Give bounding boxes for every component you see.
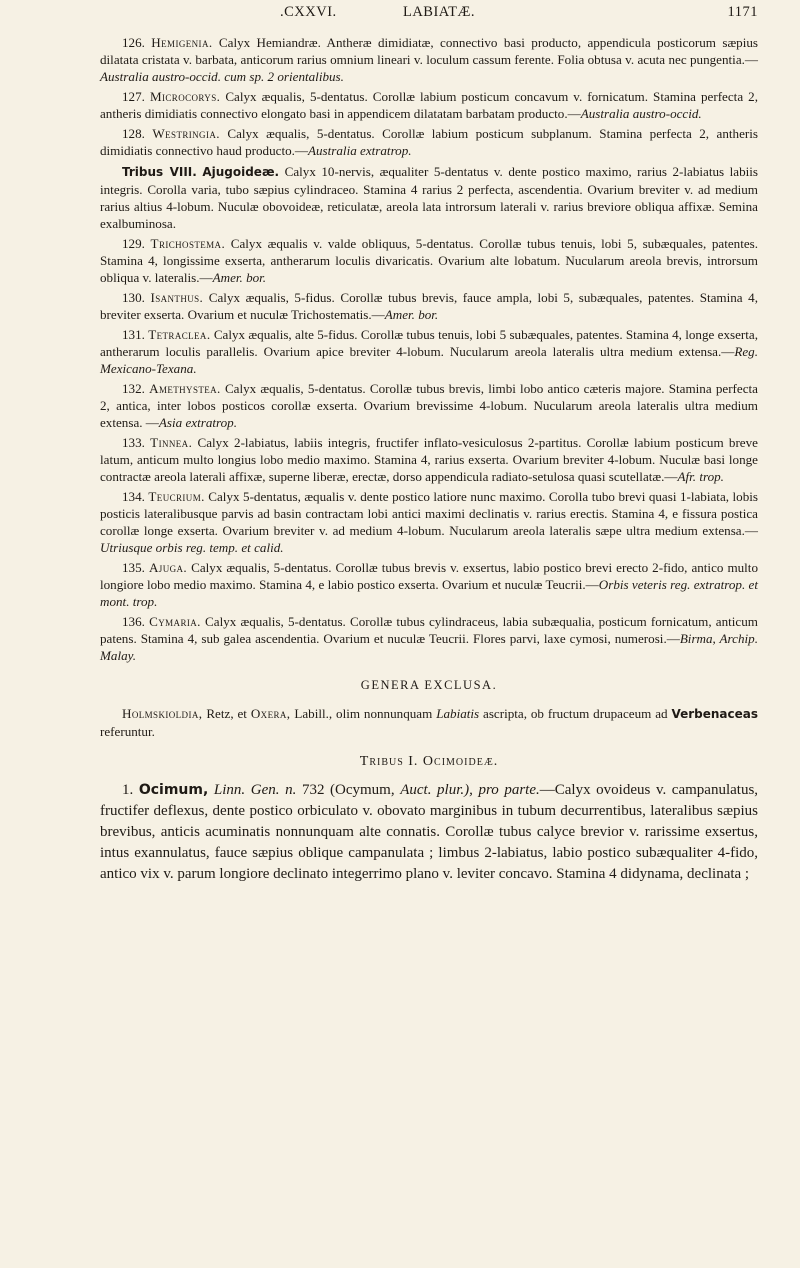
running-head [100,0,758,34]
genus-entry [100,34,758,85]
excluded-genus: Holmskioldia, [122,706,203,721]
authority: Linn. Gen. n. [213,782,297,798]
entry-number: 126. [122,35,145,50]
entry-text: Calyx Hemiandræ. Antheræ dimidiatæ, connectivo basi producto, appendicula posticorum sæpius dilatata cristata v. barbata, anticorum rarius omnium lineari v. loculum cassum ferente. Folia obtusa v. acuta nec pungentia.— [100,35,759,67]
genus-name: Westringia. [152,126,220,141]
genus-number: 732 [301,782,325,798]
entry-text: Calyx æqualis, alte 5-fidus. Corollæ tubus tenuis, lobi 5 subæquales, patentes. Stamina 4, longe exserta, antherarum loculis parallelis. Ovarium apice breviter 4-lobum. Nucularum areola lateralis ultra medium extensa.— [100,327,758,359]
entry-text: Calyx æqualis, 5-fidus. Corollæ tubus brevis, fauce ampla, lobi 5, subæquales, patentes. Stamina 4, breviter exserta. Ovarium et nuculæ Trichostematis.— [100,290,758,322]
distribution: Australia austro-occid. [580,106,702,121]
genus-entry [100,380,758,431]
page-number: 1171 [727,4,759,20]
entry-number: 130. [122,290,145,305]
entry-number: 135. [122,560,145,575]
entry-text: Calyx 2-labiatus, labiis integris, fructifer inflato-vesiculosus 2-partitus. Corollæ labium posticum breve latum, anticum multo longius lobo medio maximo. Stamina 4, rarius exserta. Ovarium breviter 4-lobum. Nuculæ basi longe contractæ areola laterali affixæ, superne liberæ, erectæ, dorso appendicula radiato-setulosa quasi scutellatæ.— [100,435,758,484]
entry-number: 129. [122,236,145,251]
genus-name: Ocimum, [138,782,209,798]
entry-number: 132. [122,381,145,396]
entry-text: Calyx æqualis, 5-dentatus. Corollæ tubus brevis v. exsertus, labio postico brevi erecto 2-fido, antico multo longiore lobo medio maximo. Stamina 4, e labio postico exserta. Ovarium et nuculæ Teucrii.— [100,560,758,592]
section-number: .CXXVI. [280,4,337,20]
tribe-name: Ajugoideæ. [202,165,280,179]
entry-text: —Calyx ovoideus v. campanulatus, fructifer deflexus, dente postico orbiculato v. obovato marginibus in tubum decurrentibus, lateralibus sæpius brevibus, anticis acuminatis nonnunquam alte connatis. Corollæ tubus calyce brevior v. rarissime exsertus, intus exannulatus, fauce sæpius oblique campanulata ; limbus 2-labiatus, labio postico subæqualiter 4-fido, antico vix v. parum longiore declinato integerrimo plano v. leviter concavo. Stamina 4 didynama, declinata ; [100,782,759,882]
excluded-text: referuntur. [100,724,155,739]
excluded-text: Labill., olim nonnunquam [294,706,433,721]
entry-number: 136. [122,614,145,629]
family-ref: Labiatis [436,706,480,721]
genus-entry [100,613,758,664]
excluded-text: Retz, et [206,706,247,721]
entry-text: Calyx æqualis, 5-dentatus. Corollæ tubus cylindraceus, labia subæqualia, posticum fornicatum, anticum patens. Stamina 4, sub galea ascendentia. Ovarium et nuculæ Teucrii. Flores parvi, laxe cymosi, numerosi.— [100,614,758,646]
distribution: Orbis veteris reg. extratrop. et mont. trop. [100,577,758,609]
excluded-genus: Oxera, [250,706,291,721]
genus-name: Teucrium. [148,489,205,504]
genus-entry [100,88,758,122]
distribution: Birma, Archip. Malay. [100,631,758,663]
genus-entry-ocimum [100,780,758,885]
entry-text: Calyx æqualis, 5-dentatus. Corollæ tubus brevis, limbi lobo antico cæteris majore. Stamina perfecta 2, antica, inter lobos posticos corollæ exserta. Ovarium brevissime 4-lobum. Nucularum areola lateralis ultra medium extensa. — [100,381,758,430]
entry-text: Calyx æqualis v. valde obliquus, 5-dentatus. Corollæ tubus tenuis, lobi 5, subæquales, patentes. Stamina 4, longissime exserta, antherarum loculis divaricatis. Ovarium alte lobatum. Nucularum areola brevis, introrsum obliqua v. lateralis.— [100,236,759,285]
entry-number: 134. [122,489,145,504]
genus-entry [100,559,758,610]
distribution: Asia extratrop. [158,415,237,430]
genus-entry [100,326,758,377]
entry-number: 133. [122,435,145,450]
family-name: LABIATÆ. [402,4,476,20]
entry-text: Calyx æqualis, 5-dentatus. Corollæ labium posticum concavum v. fornicatum. Stamina perfecta 2, antheris dimidiatis connectivo elongato basi in appendicem dilatatam barbatam producto.— [100,89,758,121]
entry-number: 1. [122,782,134,798]
tribe-text: Calyx 10-nervis, æqualiter 5-dentatus v. dente postico maximo, rarius 2-labiatus labiis integris. Corolla varia, tubo sæpius cylindraceo. Stamina 4 rarius 2 perfecta, ascendentia. Ovarium breviter v. ad medium rarius altius 4-lobum. Nuculæ obovoideæ, reticulatæ, areola lata introrsum laterali v. rarius breviore obliqua affixæ. Semina exalbuminosa. [100,164,758,231]
entry-text: Calyx 5-dentatus, æqualis v. dente postico latiore nunc maximo. Corolla tubo brevi quasi 1-labiata, lobis posticis lateralibusque parvis ad basin contractam lobi antici maximi declinatis v. rarius erectis. Stamina 4, e fissura postica corollæ longe exserta. Ovarium breviter v. ad medium 4-lobum. Nucularum areola lateralis sæpe ultra medium extensa.— [100,489,758,538]
entry-number: 127. [122,89,145,104]
genus-entry [100,488,758,556]
distribution: Utriusque orbis reg. temp. et calid. [100,540,284,555]
genus-name: Tinnea. [150,435,193,450]
genus-name: Microcorys. [149,89,221,104]
entry-number: 128. [122,126,145,141]
distribution: Australia austro-occid. cum sp. 2 orientalibus. [100,69,344,84]
genus-name: Amethystea. [149,381,221,396]
entry-text: Calyx æqualis, 5-dentatus. Corollæ labium posticum subplanum. Stamina perfecta 2, antheris dimidiatis connectivo haud producto.— [100,126,758,158]
genus-entry [100,125,758,159]
genus-entry [100,235,758,286]
genus-name: Trichostema. [150,236,226,251]
genus-name: Cymaria. [149,614,201,629]
genus-name: Hemigenia. [151,35,213,50]
pro-parte: pro parte. [478,782,540,798]
genus-entry [100,434,758,485]
distribution: Amer. bor. [212,270,267,285]
distribution: Australia extratrop. [308,143,412,158]
excluded-text: ascripta, ob fructum drupaceum ad [483,706,668,721]
distribution: Afr. trop. [677,469,724,484]
entry-number: 131. [122,327,145,342]
genera-exclusa-text [100,705,758,740]
genus-name: Tetraclea. [148,327,211,342]
distribution: Reg. Mexicano-Texana. [100,344,758,376]
genus-name: Isanthus. [150,290,204,305]
tribe-label: Tribus VIII. [122,165,197,179]
genus-entry [100,289,758,323]
family-ref-bold: Verbenaceas [671,707,759,721]
genus-name: Ajuga. [148,560,188,575]
tribe-heading: Tribus I. Ocimoideæ. [359,754,499,769]
synonym: (Ocymum, [330,782,395,798]
tribe-description [100,163,758,232]
synonym-authority: Auct. plur.), [400,782,473,798]
genera-exclusa-heading: GENERA EXCLUSA. [360,678,498,692]
distribution: Amer. bor. [384,307,439,322]
